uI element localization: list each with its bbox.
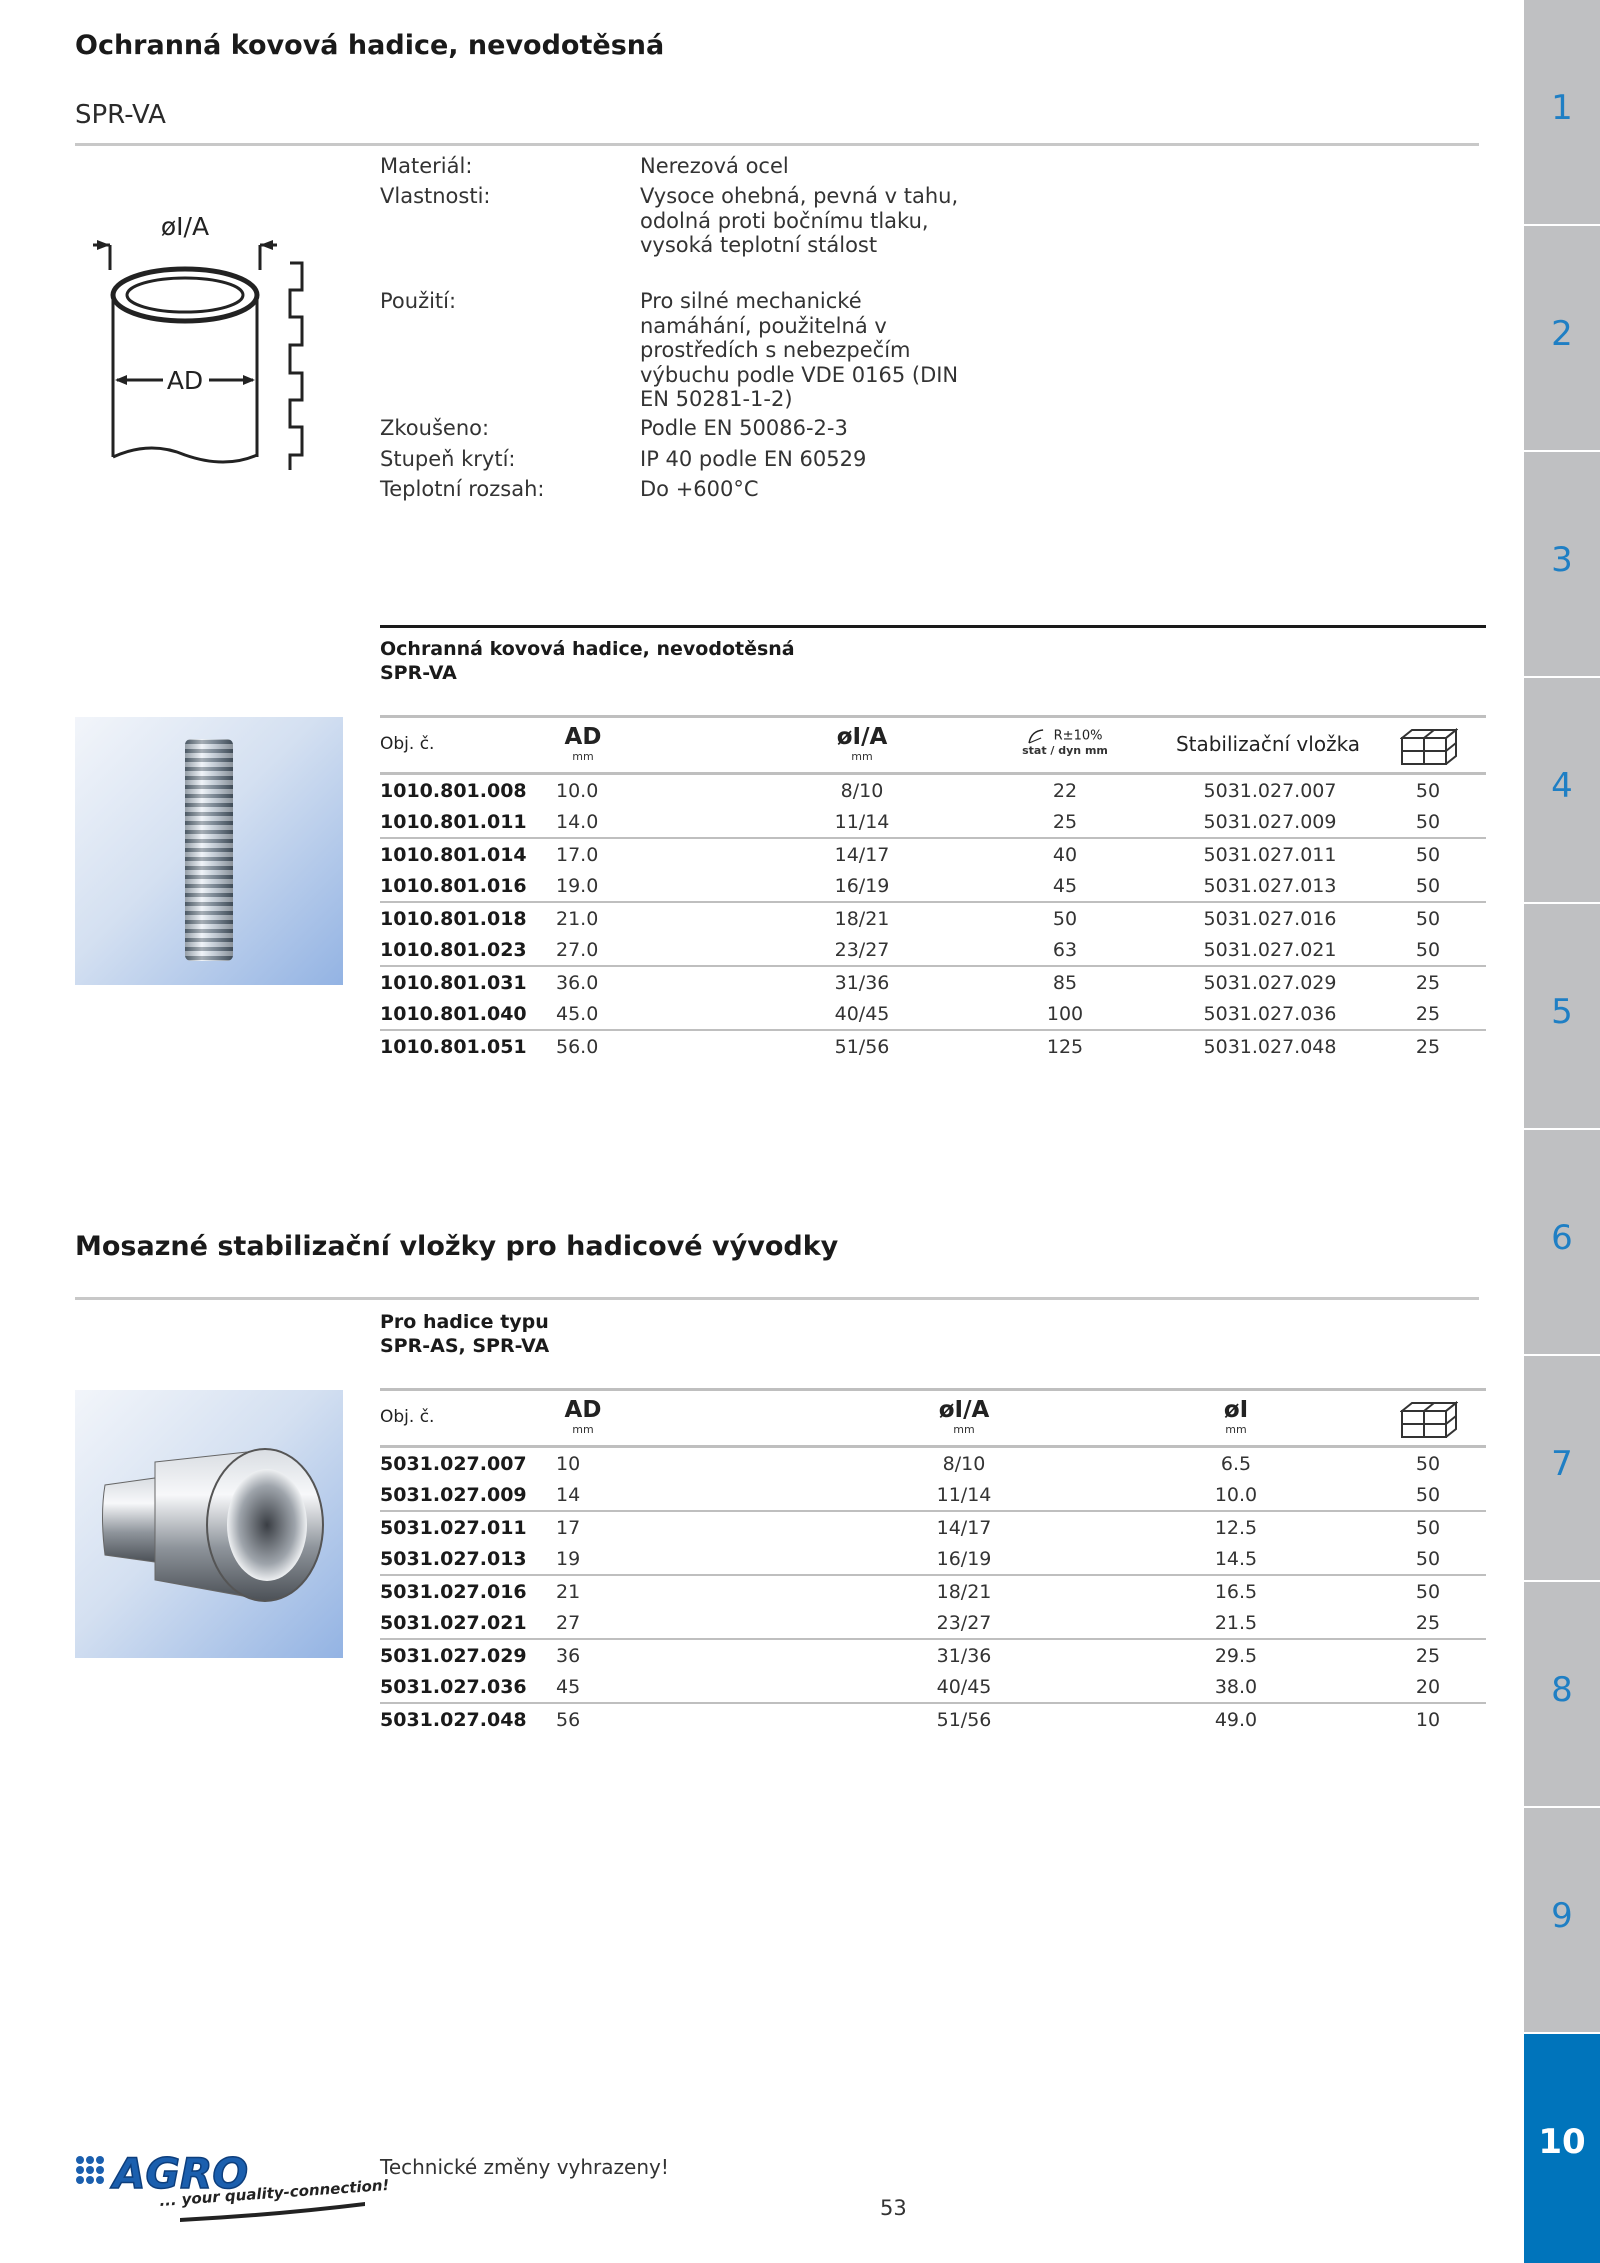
table-row [380,775,1486,806]
diagram-label-outer: AD [166,366,204,395]
bend-radius-icon [1028,728,1050,744]
header-ad-unit: mm [572,1423,594,1436]
header-obj: Obj. č. [380,734,435,754]
chapter-tab-label: 1 [1551,88,1573,128]
header-ia-unit: mm [851,750,873,763]
table-cell: 25 [1415,1645,1441,1667]
table-cell: 21.0 [556,908,599,930]
table1-title [380,637,795,685]
table-cell: 50 [1415,1453,1441,1475]
section1-title: Ochranná kovová hadice, nevodotěsná [75,30,665,61]
property-label: Vlastnosti: [380,184,491,208]
chapter-tab-label: 10 [1538,2122,1586,2162]
svg-text:AGRO: AGRO [113,2155,249,2198]
table1-header [380,715,1486,775]
table-row [380,967,1486,998]
order-number: 5031.027.016 [380,1581,527,1603]
table2-title-line1: Pro hadice typu [380,1311,549,1333]
table-cell: 36 [556,1645,581,1667]
property-label: Teplotní rozsah: [380,477,545,501]
header-ia [837,724,888,763]
order-number: 1010.801.023 [380,939,527,961]
table-cell: 14/17 [834,844,890,866]
table-cell: 19 [556,1548,581,1570]
table-cell: 45 [556,1676,581,1698]
table-cell: 50 [1415,875,1441,897]
hose-photo [75,717,343,985]
order-number: 5031.027.036 [380,1676,527,1698]
table-row [380,1671,1486,1704]
table-cell: 11/14 [936,1484,992,1506]
table-row [380,1704,1486,1735]
footer-note: Technické změny vyhrazeny! [380,2155,669,2179]
table-cell: 125 [1046,1036,1084,1058]
table-cell: 5031.027.016 [1203,908,1337,930]
chapter-tab-9[interactable] [1524,1808,1600,2034]
property-value: Do +600°C [640,477,759,501]
table-row [380,1543,1486,1576]
table-cell: 5031.027.021 [1203,939,1337,961]
table-cell: 50 [1415,1484,1441,1506]
chapter-tab-label: 8 [1551,1670,1573,1710]
table-cell: 5031.027.009 [1203,811,1337,833]
table-row [380,998,1486,1031]
order-number: 5031.027.011 [380,1517,527,1539]
chapter-tab-8[interactable] [1524,1582,1600,1808]
table-cell: 25 [1415,1612,1441,1634]
table-cell: 51/56 [834,1036,890,1058]
section1-divider [75,143,1479,146]
order-number: 5031.027.007 [380,1453,527,1475]
table-row [380,1640,1486,1671]
chapter-tab-6[interactable] [1524,1130,1600,1356]
property-value: Vysoce ohebná, pevná v tahu, odolná proti bočnímu tlaku, vysoká teplotní stálost [640,184,959,257]
chapter-tab-10[interactable] [1524,2034,1600,2263]
table-cell: 25 [1415,972,1441,994]
table-row [380,1607,1486,1640]
table-cell: 50 [1415,780,1441,802]
order-number: 1010.801.040 [380,1003,527,1025]
table-cell: 5031.027.011 [1203,844,1337,866]
table-cell: 63 [1052,939,1078,961]
chapter-tab-1[interactable] [1524,0,1600,226]
table1-body [380,775,1486,1062]
hose-dimension-diagram [85,205,325,475]
table-cell: 25 [1415,1036,1441,1058]
table-row [380,1512,1486,1543]
order-number: 5031.027.013 [380,1548,527,1570]
property-value: Nerezová ocel [640,154,789,178]
section2-title: Mosazné stabilizační vložky pro hadicové vývodky [75,1231,839,1262]
property-label: Stupeň krytí: [380,447,516,471]
table-row [380,934,1486,967]
table-row [380,903,1486,934]
header-i-unit: mm [1225,1423,1247,1436]
table-cell: 38.0 [1214,1676,1258,1698]
header-radius-label: R±10% [1053,728,1103,744]
table2 [380,1388,1486,1735]
table-cell: 23/27 [936,1612,992,1634]
table-cell: 45 [1052,875,1078,897]
order-number: 1010.801.051 [380,1036,527,1058]
table-cell: 14 [556,1484,581,1506]
chapter-tab-label: 5 [1551,992,1573,1032]
table-cell: 19.0 [556,875,599,897]
header-ia-unit: mm [953,1423,975,1436]
table-cell: 25 [1415,1003,1441,1025]
table-cell: 27.0 [556,939,599,961]
logo-tagline: ... your quality-connection! [158,2175,390,2210]
property-label: Zkoušeno: [380,416,490,440]
table-cell: 50 [1415,844,1441,866]
order-number: 5031.027.009 [380,1484,527,1506]
diagram-label-inner: øI/A [160,212,210,241]
table-cell: 50 [1052,908,1078,930]
chapter-tab-2[interactable] [1524,226,1600,452]
order-number: 1010.801.031 [380,972,527,994]
header-i-label: øI [1223,1397,1249,1423]
property-label: Materiál: [380,154,473,178]
order-number: 5031.027.048 [380,1709,527,1731]
table-row [380,806,1486,839]
table-cell: 40/45 [936,1676,992,1698]
chapter-tab-3[interactable] [1524,452,1600,678]
order-number: 5031.027.021 [380,1612,527,1634]
table-cell: 45.0 [556,1003,599,1025]
table-cell: 20 [1415,1676,1441,1698]
header-ad-label: AD [564,724,602,750]
table-cell: 8/10 [942,1453,986,1475]
table-cell: 56.0 [556,1036,599,1058]
table-cell: 29.5 [1214,1645,1258,1667]
table-cell: 11/14 [834,811,890,833]
table-cell: 49.0 [1214,1709,1258,1731]
table-cell: 100 [1046,1003,1084,1025]
table-cell: 10.0 [1214,1484,1258,1506]
header-radius [1022,728,1108,757]
table-row [380,1479,1486,1512]
header-ia-label: øI/A [836,724,888,750]
table-cell: 5031.027.029 [1203,972,1337,994]
header-ad [565,1397,602,1436]
table-row [380,839,1486,870]
order-number: 1010.801.011 [380,811,527,833]
table-cell: 18/21 [834,908,890,930]
table-cell: 14/17 [936,1517,992,1539]
table-cell: 31/36 [936,1645,992,1667]
table-cell: 40/45 [834,1003,890,1025]
chapter-tab-label: 2 [1551,314,1573,354]
table-cell: 27 [556,1612,581,1634]
header-ia [939,1397,990,1436]
table-cell: 17.0 [556,844,599,866]
table-cell: 8/10 [840,780,884,802]
header-radius-unit: stat / dyn mm [1022,744,1108,757]
table-cell: 51/56 [936,1709,992,1731]
table-row [380,1448,1486,1479]
table1-top-rule [380,625,1486,628]
table-cell: 5031.027.007 [1203,780,1337,802]
table-cell: 10 [556,1453,581,1475]
table2-header [380,1388,1486,1448]
chapter-tab-label: 4 [1551,766,1573,806]
package-quantity-icon [1400,726,1458,766]
header-obj: Obj. č. [380,1407,435,1427]
table-cell: 10.0 [556,780,599,802]
property-value: Pro silné mechanické namáhání, použitelná v prostředích s nebezpečím výbuchu podle VDE 0165 (DIN EN 50281-1-2) [640,289,959,411]
table-cell: 14.0 [556,811,599,833]
table1-title-line2: SPR-VA [380,662,457,684]
table-cell: 6.5 [1220,1453,1252,1475]
order-number: 1010.801.014 [380,844,527,866]
chapter-tab-label: 9 [1551,1896,1573,1936]
table-cell: 10 [1415,1709,1441,1731]
table-row [380,870,1486,903]
table-cell: 5031.027.048 [1203,1036,1337,1058]
table1 [380,715,1486,1062]
table-cell: 50 [1415,811,1441,833]
table-cell: 50 [1415,1581,1441,1603]
header-ad [565,724,602,763]
property-value: Podle EN 50086-2-3 [640,416,848,440]
order-number: 5031.027.029 [380,1645,527,1667]
table-row [380,1576,1486,1607]
table-cell: 56 [556,1709,581,1731]
property-value: IP 40 podle EN 60529 [640,447,867,471]
table-cell: 36.0 [556,972,599,994]
table-cell: 14.5 [1214,1548,1258,1570]
table-cell: 50 [1415,939,1441,961]
header-ad-unit: mm [572,750,594,763]
table-cell: 17 [556,1517,581,1539]
table-cell: 85 [1052,972,1078,994]
header-insert: Stabilizační vložka [1175,732,1361,756]
chapter-tab-label: 6 [1551,1218,1573,1258]
table-cell: 12.5 [1214,1517,1258,1539]
chapter-tab-7[interactable] [1524,1356,1600,1582]
order-number: 1010.801.018 [380,908,527,930]
table-row [380,1031,1486,1062]
table-cell: 50 [1415,908,1441,930]
table-cell: 22 [1052,780,1078,802]
table-cell: 25 [1052,811,1078,833]
insert-photo [75,1390,343,1658]
table-cell: 50 [1415,1548,1441,1570]
page-number: 53 [880,2196,907,2220]
chapter-tab-label: 7 [1551,1444,1573,1484]
header-i [1224,1397,1248,1436]
section2-divider [75,1297,1479,1300]
table1-title-line1: Ochranná kovová hadice, nevodotěsná [380,638,795,660]
chapter-tab-5[interactable] [1524,904,1600,1130]
header-ad-label: AD [564,1397,602,1423]
table2-body [380,1448,1486,1735]
table-cell: 16.5 [1214,1581,1258,1603]
table2-title-line2: SPR-AS, SPR-VA [380,1335,550,1357]
order-number: 1010.801.016 [380,875,527,897]
table-cell: 18/21 [936,1581,992,1603]
chapter-tab-label: 3 [1551,540,1573,580]
section1-subtitle: SPR-VA [75,100,166,130]
table-cell: 50 [1415,1517,1441,1539]
table-cell: 23/27 [834,939,890,961]
chapter-tab-4[interactable] [1524,678,1600,904]
header-ia-label: øI/A [938,1397,990,1423]
property-label: Použití: [380,289,457,313]
table-cell: 21.5 [1214,1612,1258,1634]
table-cell: 16/19 [936,1548,992,1570]
table-cell: 16/19 [834,875,890,897]
table-cell: 5031.027.036 [1203,1003,1337,1025]
package-quantity-icon [1400,1399,1458,1439]
order-number: 1010.801.008 [380,780,527,802]
table-cell: 31/36 [834,972,890,994]
table-cell: 5031.027.013 [1203,875,1337,897]
table-cell: 21 [556,1581,581,1603]
table-cell: 40 [1052,844,1078,866]
table2-title [380,1310,549,1358]
